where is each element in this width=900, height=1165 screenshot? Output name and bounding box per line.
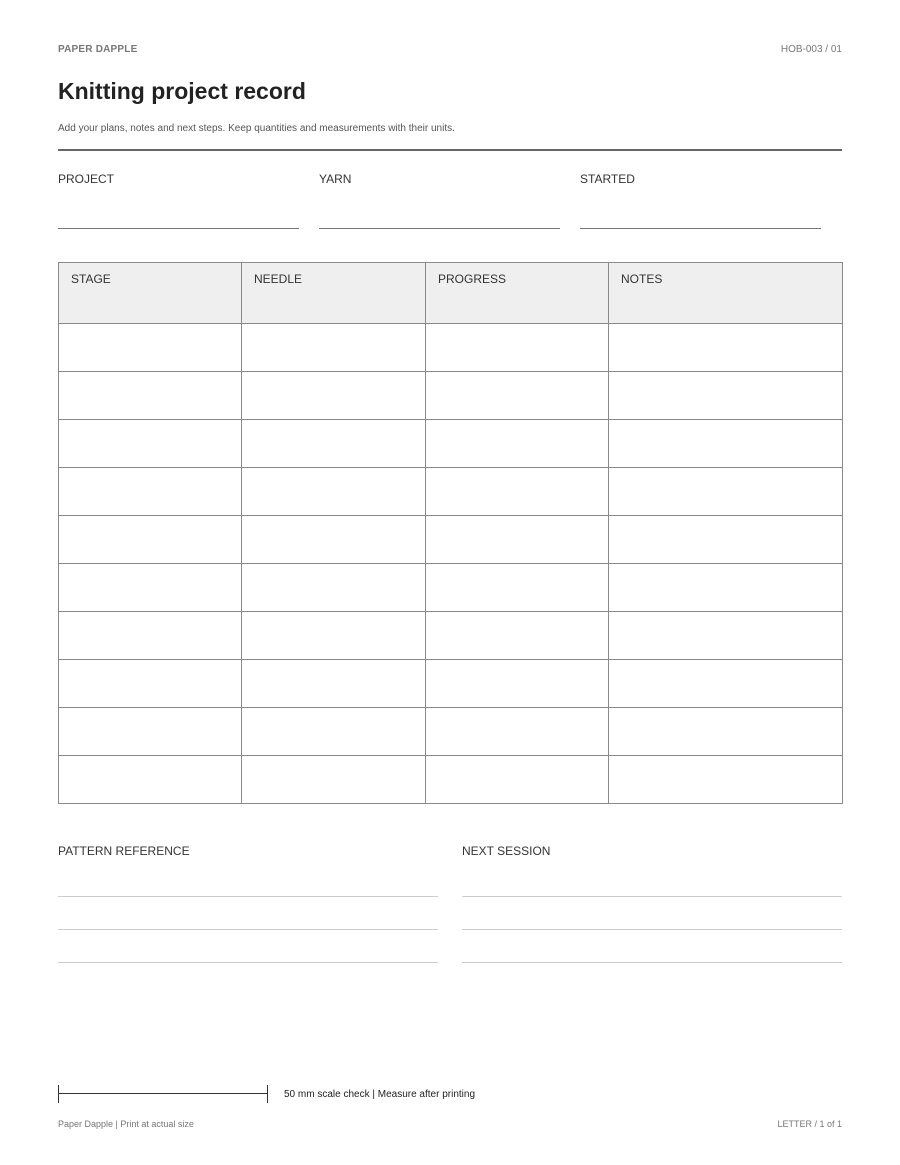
- table-row: [59, 708, 843, 756]
- scale-bar: [58, 1085, 268, 1103]
- scale-bar-start-tick: [58, 1085, 59, 1103]
- pattern-reference-label: PATTERN REFERENCE: [58, 844, 190, 858]
- table-cell-progress[interactable]: [426, 564, 609, 612]
- table-cell-needle[interactable]: [242, 756, 426, 804]
- table-cell-notes[interactable]: [609, 324, 843, 372]
- table-row: [59, 420, 843, 468]
- footer-page-info: LETTER / 1 of 1: [777, 1119, 842, 1129]
- table-row: [59, 564, 843, 612]
- table-cell-progress[interactable]: [426, 516, 609, 564]
- page-title: Knitting project record: [58, 78, 306, 104]
- pattern-reference-section: [58, 844, 438, 858]
- table-cell-stage[interactable]: [59, 324, 242, 372]
- table-cell-progress[interactable]: [426, 756, 609, 804]
- table-cell-progress[interactable]: [426, 708, 609, 756]
- pattern-reference-line[interactable]: [58, 962, 438, 963]
- table-header-row: [59, 263, 843, 324]
- table-cell-needle[interactable]: [242, 372, 426, 420]
- table-row: [59, 612, 843, 660]
- table-cell-stage[interactable]: [59, 516, 242, 564]
- table-cell-notes[interactable]: [609, 708, 843, 756]
- next-session-line[interactable]: [462, 896, 842, 897]
- yarn-write-line[interactable]: [319, 228, 560, 229]
- project-write-line[interactable]: [58, 228, 299, 229]
- table-cell-needle[interactable]: [242, 516, 426, 564]
- table-cell-progress[interactable]: [426, 612, 609, 660]
- table-cell-needle[interactable]: [242, 660, 426, 708]
- table-cell-notes[interactable]: [609, 372, 843, 420]
- next-session-line[interactable]: [462, 962, 842, 963]
- table-cell-stage[interactable]: [59, 756, 242, 804]
- table-cell-needle[interactable]: [242, 612, 426, 660]
- table-cell-progress[interactable]: [426, 324, 609, 372]
- table-cell-stage[interactable]: [59, 420, 242, 468]
- scale-bar-end-tick: [267, 1085, 268, 1103]
- table-row: [59, 756, 843, 804]
- table-cell-needle[interactable]: [242, 420, 426, 468]
- scale-check-label: 50 mm scale check | Measure after printing: [284, 1089, 476, 1100]
- table-cell-progress[interactable]: [426, 420, 609, 468]
- next-session-section: [462, 844, 842, 858]
- column-header-needle: NEEDLE: [242, 263, 426, 324]
- table-cell-notes[interactable]: [609, 612, 843, 660]
- table-cell-stage[interactable]: [59, 564, 242, 612]
- started-write-line[interactable]: [580, 228, 821, 229]
- table-cell-notes[interactable]: [609, 756, 843, 804]
- started-field[interactable]: [580, 172, 821, 186]
- header-divider: [58, 149, 842, 151]
- table-cell-progress[interactable]: [426, 468, 609, 516]
- table-cell-stage[interactable]: [59, 708, 242, 756]
- started-label: STARTED: [580, 172, 635, 186]
- table-body: [59, 324, 843, 804]
- table-cell-notes[interactable]: [609, 564, 843, 612]
- table-cell-needle[interactable]: [242, 564, 426, 612]
- table-cell-needle[interactable]: [242, 324, 426, 372]
- table-row: [59, 660, 843, 708]
- column-header-progress: PROGRESS: [426, 263, 609, 324]
- table-cell-needle[interactable]: [242, 468, 426, 516]
- pattern-reference-line[interactable]: [58, 929, 438, 930]
- table-cell-notes[interactable]: [609, 516, 843, 564]
- footer-left-text: Paper Dapple | Print at actual size: [58, 1119, 194, 1129]
- yarn-label: YARN: [319, 172, 352, 186]
- table-row: [59, 372, 843, 420]
- table-cell-stage[interactable]: [59, 372, 242, 420]
- project-field[interactable]: [58, 172, 299, 186]
- scale-bar-line: [58, 1093, 268, 1094]
- table-cell-stage[interactable]: [59, 468, 242, 516]
- table-cell-notes[interactable]: [609, 468, 843, 516]
- table-row: [59, 468, 843, 516]
- table-cell-notes[interactable]: [609, 660, 843, 708]
- next-session-line[interactable]: [462, 929, 842, 930]
- table-cell-notes[interactable]: [609, 420, 843, 468]
- document-id: HOB-003 / 01: [780, 44, 842, 55]
- table-cell-progress[interactable]: [426, 372, 609, 420]
- column-header-stage: STAGE: [59, 263, 242, 324]
- page-subtitle: Add your plans, notes and next steps. Keep quantities and measurements with their units.: [58, 123, 455, 134]
- yarn-field[interactable]: [319, 172, 560, 186]
- project-label: PROJECT: [58, 172, 115, 186]
- table-row: [59, 324, 843, 372]
- table-cell-needle[interactable]: [242, 708, 426, 756]
- table-row: [59, 516, 843, 564]
- table-cell-progress[interactable]: [426, 660, 609, 708]
- table-cell-stage[interactable]: [59, 612, 242, 660]
- brand-name: PAPER DAPPLE: [58, 44, 138, 55]
- table-cell-stage[interactable]: [59, 660, 242, 708]
- pattern-reference-line[interactable]: [58, 896, 438, 897]
- column-header-notes: NOTES: [609, 263, 843, 324]
- next-session-label: NEXT SESSION: [462, 844, 551, 858]
- project-log-table: [58, 262, 843, 804]
